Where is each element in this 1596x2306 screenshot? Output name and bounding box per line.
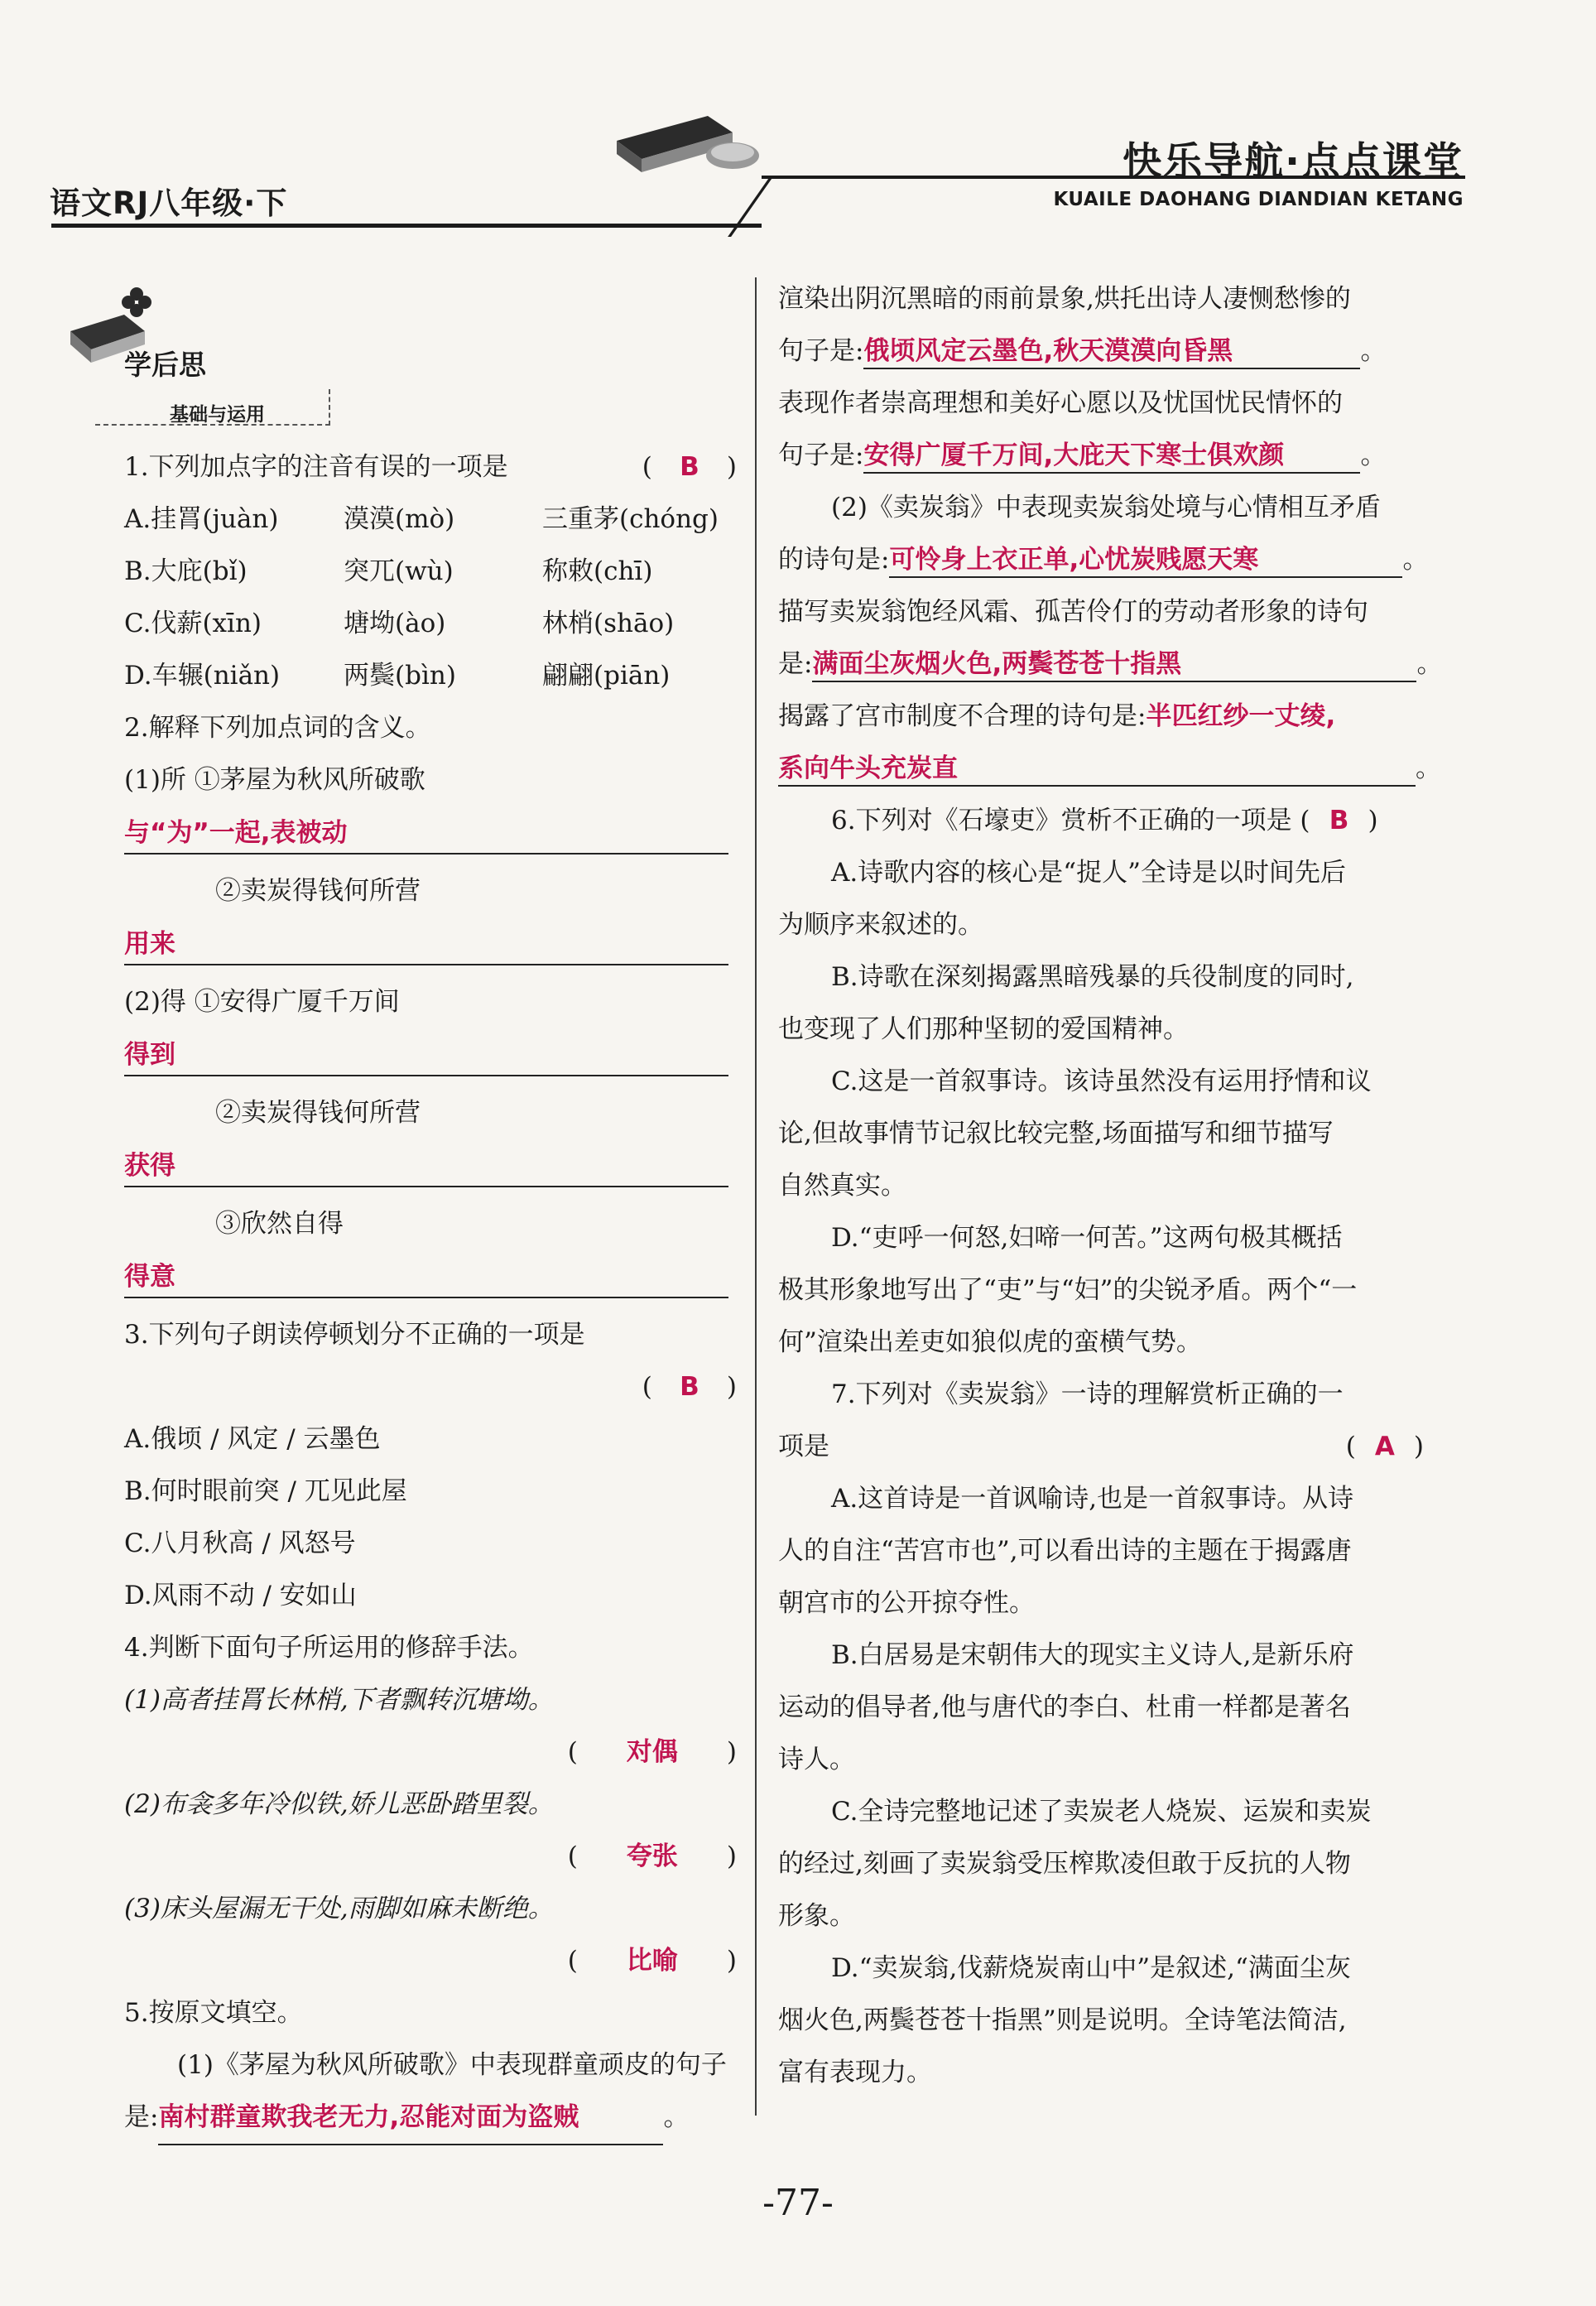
right-column bbox=[778, 273, 1443, 2099]
q5-stem: 5.按原文填空。 bbox=[124, 1998, 303, 2028]
q6-line-9: 极其形象地写出了“吏”与“妇”的尖锐矛盾。两个“一 bbox=[778, 1275, 1358, 1305]
q2-answer-2: 用来 bbox=[124, 924, 753, 976]
q7-line-4: B.白居易是宋朝伟大的现实主义诗人,是新乐府 bbox=[831, 1640, 1354, 1670]
q3-stem: 3.下列句子朗读停顿划分不正确的一项是 bbox=[124, 1320, 585, 1350]
q4-answer-line-3: ( 比喻 ) bbox=[124, 1935, 753, 1987]
q2-answer-3: 得到 bbox=[124, 1035, 753, 1087]
q2-item-3: (2)得 ①安得广厦千万间 bbox=[124, 987, 400, 1017]
q4-item-3: (3)床头屋漏无干处,雨脚如麻未断绝。 bbox=[124, 1894, 554, 1923]
q7-stem: 7.下列对《卖炭翁》一诗的理解赏析正确的一 bbox=[831, 1379, 1344, 1409]
q4-item-1: (1)高者挂罥长林梢,下者飘转沉塘坳。 bbox=[124, 1685, 554, 1715]
q3-option-a: A.俄顷 / 风定 / 云墨色 bbox=[124, 1424, 381, 1454]
q2-item-5: ③欣然自得 bbox=[215, 1209, 344, 1239]
q6-line-4: 也变现了人们那种坚韧的爱国精神。 bbox=[778, 1014, 1189, 1044]
left-column bbox=[124, 441, 753, 2144]
q2-answer-5: 得意 bbox=[124, 1257, 753, 1309]
header-book-label: 语文RJ八年级·下 bbox=[50, 185, 288, 221]
q5-answer-2-line: 句子是:俄顷风定云墨色,秋天漠漠向昏黑 。 bbox=[778, 325, 1440, 378]
header-series-pinyin: KUAILE DAOHANG DIANDIAN KETANG bbox=[1053, 189, 1464, 210]
q7-line-2: 人的自注“苦宫市也”,可以看出诗的主题在于揭露唐 bbox=[778, 1536, 1352, 1566]
q7-line-1: A.这首诗是一首讽喻诗,也是一首叙事诗。从诗 bbox=[831, 1484, 1354, 1514]
q5-answer-6b: 系向牛头充炭直 bbox=[778, 752, 1416, 787]
q2-answer-4: 获得 bbox=[124, 1146, 753, 1198]
q1-answer: B bbox=[680, 452, 699, 482]
q7-line-12: 富有表现力。 bbox=[778, 2058, 932, 2087]
q6-line-10: 何”渲染出差吏如狼似虎的蛮横气势。 bbox=[778, 1327, 1202, 1357]
q4-answer-line-1: ( 对偶 ) bbox=[124, 1726, 753, 1779]
q6-line-7: 自然真实。 bbox=[778, 1171, 906, 1201]
q5-r7: 描写卖炭翁饱经风霜、孤苦伶仃的劳动者形象的诗句 bbox=[778, 597, 1368, 627]
q4-answer-3: 比喻 bbox=[626, 1946, 678, 1976]
q4-stem: 4.判断下面句子所运用的修辞手法。 bbox=[124, 1633, 534, 1663]
q1-row-b: B.大庇(bǐ) 突兀(wù) 称敕(chī) bbox=[124, 556, 653, 586]
q5-answer-3: 安得广厦千万间,大庇天下寒士俱欢颜 bbox=[863, 439, 1360, 474]
q5-r5: (2)《卖炭翁》中表现卖炭翁处境与心情相互矛盾 bbox=[831, 493, 1381, 522]
q3-option-b: B.何时眼前突 / 兀见此屋 bbox=[124, 1476, 407, 1506]
q2-item-2: ②卖炭得钱何所营 bbox=[215, 876, 421, 906]
q6-line-2: 为顺序来叙述的。 bbox=[778, 910, 983, 940]
header-rule-left bbox=[51, 224, 762, 228]
q6-line-6: 论,但故事情节记叙比较完整,场面描写和细节描写 bbox=[778, 1119, 1334, 1148]
q3-answer: B bbox=[680, 1372, 699, 1402]
q5-answer-4-line: 的诗句是:可怜身上衣正单,心忧炭贱愿天寒 。 bbox=[778, 534, 1440, 586]
q5-answer-1: 南村群童欺我老无力,忍能对面为盗贼 bbox=[158, 2092, 663, 2145]
section-title: 学后思 bbox=[124, 349, 206, 381]
q3-answer-paren: ( B ) bbox=[642, 1361, 737, 1413]
q2-item-1: (1)所 ①茅屋为秋风所破歌 bbox=[124, 765, 425, 795]
q7-line-7: C.全诗完整地记述了卖炭老人烧炭、运炭和卖炭 bbox=[831, 1797, 1372, 1827]
q5-answer-6-line-a: 揭露了宫市制度不合理的诗句是:半匹红纱一丈绫, bbox=[778, 701, 1336, 731]
q1-stem: 1.下列加点字的注音有误的一项是 ( B ) bbox=[124, 441, 753, 493]
q4-answer-2: 夸张 bbox=[626, 1841, 678, 1871]
q7-stem-2: 项是 ( A ) bbox=[778, 1421, 1440, 1473]
q3-answer-line bbox=[124, 1361, 753, 1413]
q5-part1-answer-line: 是:南村群童欺我老无力,忍能对面为盗贼 。 bbox=[124, 2092, 753, 2144]
q7-line-5: 运动的倡导者,他与唐代的李白、杜甫一样都是著名 bbox=[778, 1692, 1351, 1722]
q6-answer: B bbox=[1329, 806, 1349, 835]
q5-answer-2: 俄顷风定云墨色,秋天漠漠向昏黑 bbox=[863, 335, 1360, 369]
q1-row-a: A.挂罥(juàn) 漠漠(mò) 三重茅(chóng) bbox=[124, 504, 719, 534]
q7-line-6: 诗人。 bbox=[778, 1745, 855, 1774]
q5-answer-5-line: 是:满面尘灰烟火色,两鬓苍苍十指黑 。 bbox=[778, 638, 1440, 691]
q7-answer: A bbox=[1374, 1432, 1395, 1461]
q6-line-8: D.“吏呼一何怒,妇啼一何苦。”这两句极其概括 bbox=[831, 1223, 1343, 1253]
q1-answer-paren: ( B ) bbox=[642, 441, 737, 493]
q7-line-8: 的经过,刻画了卖炭翁受压榨欺凌但敢于反抗的人物 bbox=[778, 1849, 1351, 1879]
q3-option-c: C.八月秋高 / 风怒号 bbox=[124, 1529, 356, 1558]
q1-row-d: D.车辗(niǎn) 两鬓(bìn) 翩翩(piān) bbox=[124, 661, 671, 691]
q6-line-3: B.诗歌在深刻揭露黑暗残暴的兵役制度的同时, bbox=[831, 962, 1354, 992]
q7-line-11: 烟火色,两鬓苍苍十指黑”则是说明。全诗笔法简洁, bbox=[778, 2005, 1347, 2035]
q5-r3: 表现作者崇高理想和美好心愿以及忧国忧民情怀的 bbox=[778, 388, 1343, 418]
q5-answer-5: 满面尘灰烟火色,两鬓苍苍十指黑 bbox=[812, 648, 1416, 682]
q7-line-9: 形象。 bbox=[778, 1901, 855, 1931]
q5-answer-6-line-b: 系向牛头充炭直 。 bbox=[778, 743, 1440, 795]
page-number: -77- bbox=[762, 2182, 834, 2224]
q5-r1: 渲染出阴沉黑暗的雨前景象,烘托出诗人凄恻愁惨的 bbox=[778, 284, 1351, 314]
q4-answer-line-2: ( 夸张 ) bbox=[124, 1831, 753, 1883]
q7-line-3: 朝宫市的公开掠夺性。 bbox=[778, 1588, 1035, 1618]
q7-line-10: D.“卖炭翁,伐薪烧炭南山中”是叙述,“满面尘灰 bbox=[831, 1953, 1351, 1983]
column-divider bbox=[755, 277, 757, 2116]
q2-stem: 2.解释下列加点词的含义。 bbox=[124, 713, 431, 743]
header-series-title: 快乐导航·点点课堂 bbox=[1122, 139, 1464, 185]
q6-line-5: C.这是一首叙事诗。该诗虽然没有运用抒情和议 bbox=[831, 1066, 1372, 1096]
q5-answer-3-line: 句子是:安得广厦千万间,大庇天下寒士俱欢颜 。 bbox=[778, 430, 1440, 482]
q5-answer-4: 可怜身上衣正单,心忧炭贱愿天寒 bbox=[889, 543, 1402, 578]
book-mouse-icon bbox=[608, 108, 774, 182]
q2-answer-1: 与“为”一起,表被动 bbox=[124, 813, 753, 865]
q5-part1-prompt: (1)《茅屋为秋风所破歌》中表现群童顽皮的句子 bbox=[177, 2050, 727, 2080]
q2-item-4: ②卖炭得钱何所营 bbox=[215, 1098, 421, 1128]
q4-item-2: (2)布衾多年冷似铁,娇儿恶卧踏里裂。 bbox=[124, 1789, 554, 1819]
q6-line-1: A.诗歌内容的核心是“捉人”全诗是以时间先后 bbox=[831, 858, 1346, 888]
q1-row-c: C.伐薪(xīn) 塘坳(ào) 林梢(shāo) bbox=[124, 609, 675, 638]
q4-answer-1: 对偶 bbox=[626, 1737, 678, 1767]
q6-stem: 6.下列对《石壕吏》赏析不正确的一项是 ( B ) bbox=[778, 795, 1440, 847]
section-subtitle: 基础与运用 bbox=[170, 404, 265, 426]
q3-option-d: D.风雨不动 / 安如山 bbox=[124, 1581, 357, 1610]
q5-answer-6a: 半匹红纱一丈绫, bbox=[1146, 701, 1336, 731]
